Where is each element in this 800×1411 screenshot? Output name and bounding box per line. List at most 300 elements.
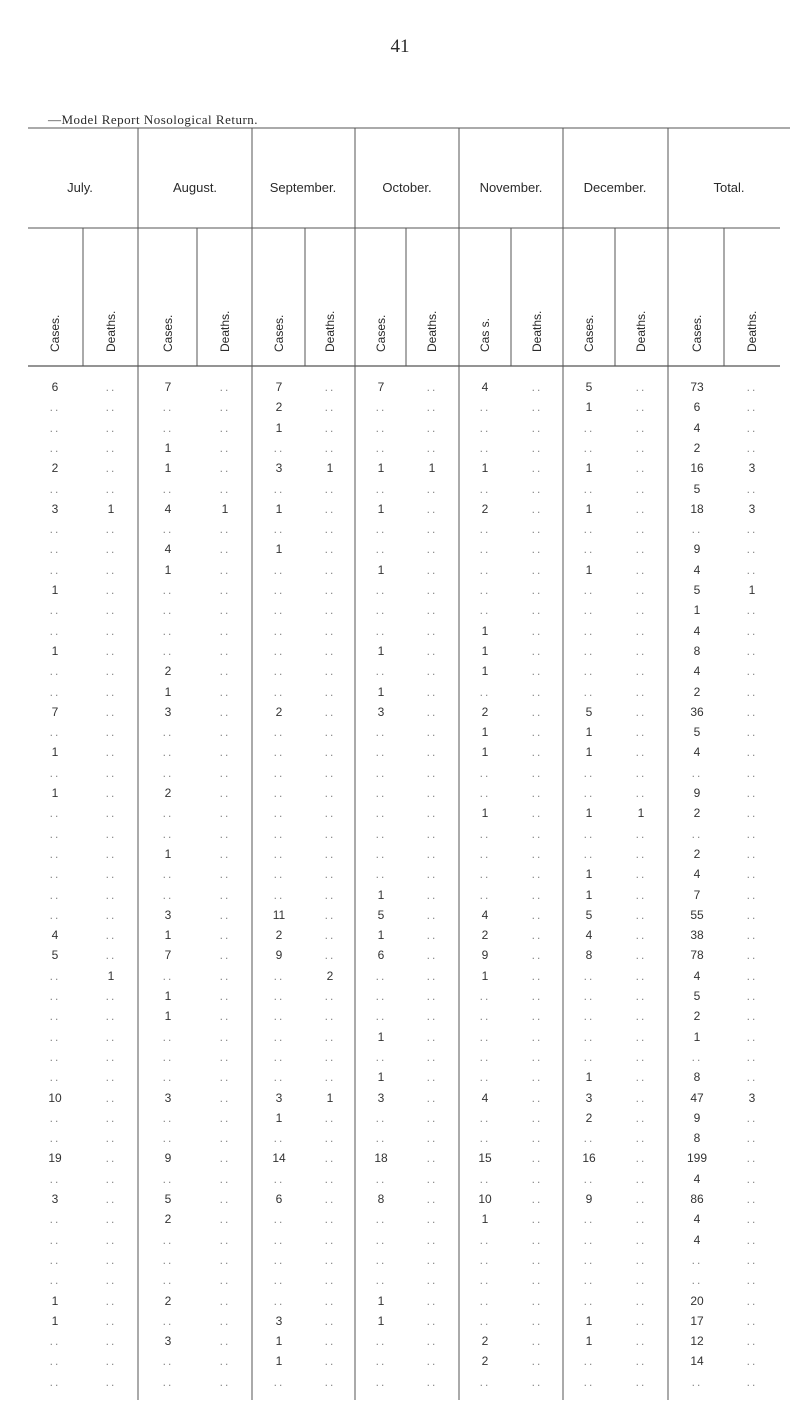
table-cell: .. [219,1374,231,1389]
table-cell: .. [49,400,61,415]
table-cell: .. [162,968,174,983]
table-cell: 9 [481,948,489,963]
table-cell: 1 [377,1293,385,1308]
table-cell: .. [531,1131,543,1146]
table-cell: .. [49,968,61,983]
table-cell: .. [531,907,543,922]
table-cell: .. [375,1049,387,1064]
table-cell: .. [583,664,595,679]
table-cell: 4 [481,1090,489,1105]
table-cell: .. [426,928,438,943]
table-cell: 11 [272,907,286,922]
table-cell: 1 [585,562,593,577]
table-cell: .. [105,461,117,476]
table-cell: .. [273,765,285,780]
table-cell: .. [479,603,491,618]
table-cell: .. [49,867,61,882]
table-cell: 36 [690,704,704,719]
table-cell: .. [375,400,387,415]
table-cell: .. [324,1313,336,1328]
table-cell: .. [635,1354,647,1369]
table-cell: .. [479,1171,491,1186]
table-cell: .. [635,1334,647,1349]
table-cell: .. [635,725,647,740]
table-cell: .. [324,1354,336,1369]
table-cell: .. [375,1131,387,1146]
table-cell: 1 [481,664,489,679]
table-cell: .. [162,725,174,740]
table-cell: .. [324,643,336,658]
table-cell: .. [426,1151,438,1166]
table-cell: .. [273,989,285,1003]
table-cell: .. [531,1009,543,1024]
table-cell: .. [219,887,231,902]
table-cell: .. [273,583,285,597]
table-cell: .. [219,928,231,943]
table-cell: .. [531,1252,543,1267]
table-cell: .. [219,1009,231,1024]
table-cell: 1 [585,887,593,902]
table-cell: 3 [585,1090,593,1105]
table-cell: .. [746,664,758,679]
table-cell: .. [162,1029,174,1044]
table-cell: .. [426,867,438,882]
table-cell: .. [426,989,438,1003]
table-cell: .. [324,1070,336,1085]
table-cell: .. [531,806,543,821]
table-cell: .. [273,440,285,455]
table-cell: .. [324,542,336,557]
table-cell: .. [324,583,336,597]
table-cell: 1 [326,461,334,476]
table-cell: .. [746,989,758,1003]
table-cell: .. [162,420,174,435]
table-cell: 1 [481,745,489,760]
table-cell: .. [479,1232,491,1247]
table-cell: .. [635,786,647,800]
table-cell: .. [746,1252,758,1267]
table-cell: 4 [164,501,172,516]
table-cell: .. [324,400,336,415]
table-cell: .. [324,1252,336,1267]
table-cell: .. [531,1212,543,1227]
table-cell: .. [105,542,117,557]
table-cell: .. [324,826,336,841]
table-cell: .. [324,1192,336,1206]
table-cell: .. [746,1374,758,1389]
table-cell: .. [273,968,285,983]
table-cell: .. [583,643,595,658]
table-cell: .. [426,684,438,699]
table-cell: .. [479,1374,491,1389]
table-cell: .. [324,765,336,780]
page-header: —Model Report Nosological Return. [48,112,259,127]
table-cell: .. [105,826,117,841]
table-cell: .. [635,420,647,435]
table-cell: .. [635,1151,647,1166]
table-cell: 1 [326,1090,334,1105]
table-cell: .. [635,400,647,415]
table-cell: .. [162,1070,174,1085]
table-cell: .. [479,846,491,861]
column-subheader: Deaths. [745,310,759,352]
table-cell: 7 [164,948,172,963]
table-cell: 1 [164,461,172,476]
table-cell: .. [273,1070,285,1085]
table-cell: .. [531,664,543,679]
table-cell: .. [219,948,231,963]
table-cell: .. [273,1252,285,1267]
table-cell: .. [746,603,758,618]
table-cell: .. [219,1151,231,1166]
table-cell: .. [531,989,543,1003]
table-cell: .. [635,684,647,699]
table-cell: 4 [693,1171,701,1186]
table-cell: .. [105,948,117,963]
table-cell: .. [479,1070,491,1085]
table-cell: 5 [693,481,701,496]
table-cell: .. [426,725,438,740]
table-cell: .. [49,1252,61,1267]
table-cell: .. [531,583,543,597]
table-cell: .. [635,643,647,658]
table-cell: .. [635,1131,647,1146]
table-cell: .. [635,664,647,679]
table-cell: .. [479,542,491,557]
table-cell: .. [105,1252,117,1267]
table-cell: .. [162,1171,174,1186]
table-cell: .. [479,1009,491,1024]
table-cell: .. [426,1009,438,1024]
table-cell: .. [375,522,387,537]
table-cell: .. [426,968,438,983]
table-cell: .. [746,745,758,760]
table-cell: 20 [690,1293,704,1308]
table-cell: 1 [221,501,229,516]
table-cell: .. [105,786,117,800]
table-cell: .. [746,806,758,821]
table-cell: 2 [693,806,701,821]
table-cell: .. [583,1252,595,1267]
table-cell: .. [531,765,543,780]
table-cell: .. [105,1049,117,1064]
table-cell: 1 [164,684,172,699]
table-cell: .. [105,583,117,597]
table-cell: .. [583,968,595,983]
table-cell: .. [635,501,647,516]
table-cell: 1 [164,928,172,943]
table-cell: .. [691,522,703,537]
table-cell: .. [479,826,491,841]
table-cell: 1 [585,1313,593,1328]
table-cell: 3 [377,704,385,719]
table-cell: .. [426,440,438,455]
table-cell: .. [635,542,647,557]
table-cell: 1 [275,1334,283,1349]
table-cell: 1 [377,684,385,699]
table-cell: .. [746,1131,758,1146]
table-cell: .. [273,1049,285,1064]
table-cell: 1 [275,542,283,557]
table-cell: .. [375,1171,387,1186]
table-cell: 7 [164,380,172,394]
table-cell: 3 [51,1192,59,1206]
table-cell: .. [531,1090,543,1105]
table-cell: .. [49,1212,61,1227]
table-cell: .. [219,867,231,882]
table-cell: .. [583,1029,595,1044]
table-cell: .. [49,1131,61,1146]
table-cell: .. [219,1110,231,1125]
table-cell: 1 [637,806,645,821]
table-cell: .. [105,806,117,821]
table-cell: .. [531,1110,543,1125]
table-cell: .. [635,1232,647,1247]
table-cell: .. [273,623,285,638]
table-cell: .. [273,664,285,679]
table-cell: 4 [693,664,701,679]
table-cell: 2 [51,461,59,476]
table-cell: .. [219,461,231,476]
table-cell: 2 [164,664,172,679]
table-cell: .. [583,1131,595,1146]
table-cell: 16 [582,1151,596,1166]
table-cell: .. [49,725,61,740]
table-cell: 2 [481,501,489,516]
table-cell: .. [105,684,117,699]
table-cell: .. [531,928,543,943]
table-cell: 1 [585,745,593,760]
table-cell: .. [324,786,336,800]
table-cell: .. [219,1354,231,1369]
table-cell: .. [273,887,285,902]
table-cell: .. [273,643,285,658]
table-cell: .. [583,1374,595,1389]
table-cell: .. [583,989,595,1003]
table-cell: 14 [272,1151,286,1166]
table-cell: .. [635,1313,647,1328]
table-cell: 4 [481,380,489,394]
table-cell: .. [426,1354,438,1369]
table-cell: 3 [275,461,283,476]
table-cell: .. [479,583,491,597]
table-cell: .. [426,1252,438,1267]
table-cell: .. [531,623,543,638]
table-cell: .. [479,481,491,496]
table-cell: .. [635,887,647,902]
table-cell: .. [219,583,231,597]
table-cell: .. [219,1252,231,1267]
table-cell: .. [219,1212,231,1227]
table-cell: .. [219,400,231,415]
table-cell: .. [49,664,61,679]
table-cell: .. [635,846,647,861]
table-cell: 1 [585,400,593,415]
table-cell: .. [219,1334,231,1349]
table-cell: .. [426,1334,438,1349]
table-cell: .. [49,440,61,455]
table-cell: .. [426,380,438,394]
table-cell: .. [324,420,336,435]
table-cell: .. [105,887,117,902]
table-cell: .. [691,1252,703,1267]
table-cell: .. [746,704,758,719]
table-cell: .. [219,725,231,740]
table-cell: .. [49,1354,61,1369]
table-cell: .. [635,1374,647,1389]
table-cell: .. [479,420,491,435]
table-cell: 4 [51,928,59,943]
table-cell: .. [691,1273,703,1288]
table-cell: .. [531,461,543,476]
table-cell: 2 [481,1334,489,1349]
table-cell: .. [375,745,387,760]
table-cell: .. [324,522,336,537]
table-cell: .. [324,928,336,943]
table-cell: 1 [377,928,385,943]
table-cell: .. [49,846,61,861]
table-cell: 1 [481,623,489,638]
table-cell: 1 [481,461,489,476]
table-cell: .. [426,1192,438,1206]
table-cell: .. [531,522,543,537]
table-cell: 1 [693,1029,701,1044]
table-cell: .. [49,826,61,841]
table-cell: .. [583,1232,595,1247]
table-cell: 86 [690,1192,704,1206]
table-cell: .. [273,867,285,882]
table-cell: .. [746,684,758,699]
table-cell: 6 [377,948,385,963]
table-cell: .. [583,684,595,699]
table-cell: 1 [377,887,385,902]
table-cell: 2 [326,968,334,983]
table-cell: .. [531,1029,543,1044]
table-cell: .. [635,1212,647,1227]
table-cell: 1 [585,461,593,476]
table-cell: .. [746,846,758,861]
table-cell: .. [49,1232,61,1247]
table-cell: .. [531,1273,543,1288]
table-cell: .. [375,826,387,841]
table-cell: .. [635,1192,647,1206]
table-cell: 5 [585,704,593,719]
table-cell: 3 [51,501,59,516]
table-cell: .. [273,1374,285,1389]
table-cell: 1 [585,725,593,740]
table-cell: 17 [690,1313,704,1328]
table-cell: 1 [51,786,59,800]
table-cell: 6 [693,400,701,415]
table-cell: .. [479,562,491,577]
table-cell: .. [583,440,595,455]
table-cell: .. [531,1049,543,1064]
table-cell: .. [324,948,336,963]
table-cell: .. [583,1293,595,1308]
table-cell: .. [635,989,647,1003]
table-cell: .. [426,1110,438,1125]
table-cell: 9 [275,948,283,963]
table-cell: .. [426,481,438,496]
table-cell: .. [49,481,61,496]
table-cell: .. [162,603,174,618]
table-cell: .. [162,1131,174,1146]
table-cell: .. [426,887,438,902]
table-cell: .. [105,1029,117,1044]
table-cell: .. [583,765,595,780]
table-cell: .. [426,948,438,963]
table-cell: 4 [481,907,489,922]
table-cell: .. [375,1009,387,1024]
table-cell: .. [531,1070,543,1085]
table-cell: .. [479,989,491,1003]
table-cell: .. [273,806,285,821]
table-cell: .. [375,1232,387,1247]
table-cell: 3 [748,501,756,516]
table-cell: .. [105,1334,117,1349]
table-cell: 4 [693,562,701,577]
table-cell: 1 [377,501,385,516]
table-cell: 1 [275,1110,283,1125]
table-cell: 1 [107,501,115,516]
table-cell: .. [635,1070,647,1085]
table-cell: .. [479,1313,491,1328]
table-cell: 4 [693,420,701,435]
table-cell: 2 [275,400,283,415]
table-cell: .. [479,765,491,780]
table-cell: .. [746,786,758,800]
table-cell: .. [746,1354,758,1369]
table-cell: .. [324,1273,336,1288]
table-cell: .. [105,765,117,780]
table-cell: 55 [690,907,704,922]
table-cell: 7 [51,704,59,719]
table-cell: .. [219,1171,231,1186]
table-cell: .. [324,1131,336,1146]
table-cell: .. [219,684,231,699]
table-cell: 4 [693,968,701,983]
table-cell: .. [162,1374,174,1389]
table-cell: .. [375,1252,387,1267]
table-cell: .. [531,400,543,415]
table-cell: .. [746,481,758,496]
month-header: Total. [713,180,745,195]
table-cell: .. [273,725,285,740]
table-cell: .. [635,765,647,780]
table-cell: .. [324,806,336,821]
table-cell: .. [426,603,438,618]
table-cell: .. [531,1354,543,1369]
table-cell: .. [583,1354,595,1369]
table-cell: .. [219,907,231,922]
table-cell: .. [746,562,758,577]
table-cell: .. [105,522,117,537]
table-cell: .. [49,1049,61,1064]
table-cell: .. [531,481,543,496]
table-cell: 4 [693,745,701,760]
table-cell: .. [531,1293,543,1308]
month-header: July. [67,180,93,195]
table-cell: .. [49,1110,61,1125]
table-cell: .. [746,1009,758,1024]
table-cell: .. [426,583,438,597]
table-cell: .. [635,1252,647,1267]
table-cell: .. [746,1049,758,1064]
table-cell: .. [426,664,438,679]
table-cell: 4 [693,1212,701,1227]
table-cell: .. [531,826,543,841]
table-cell: .. [324,562,336,577]
